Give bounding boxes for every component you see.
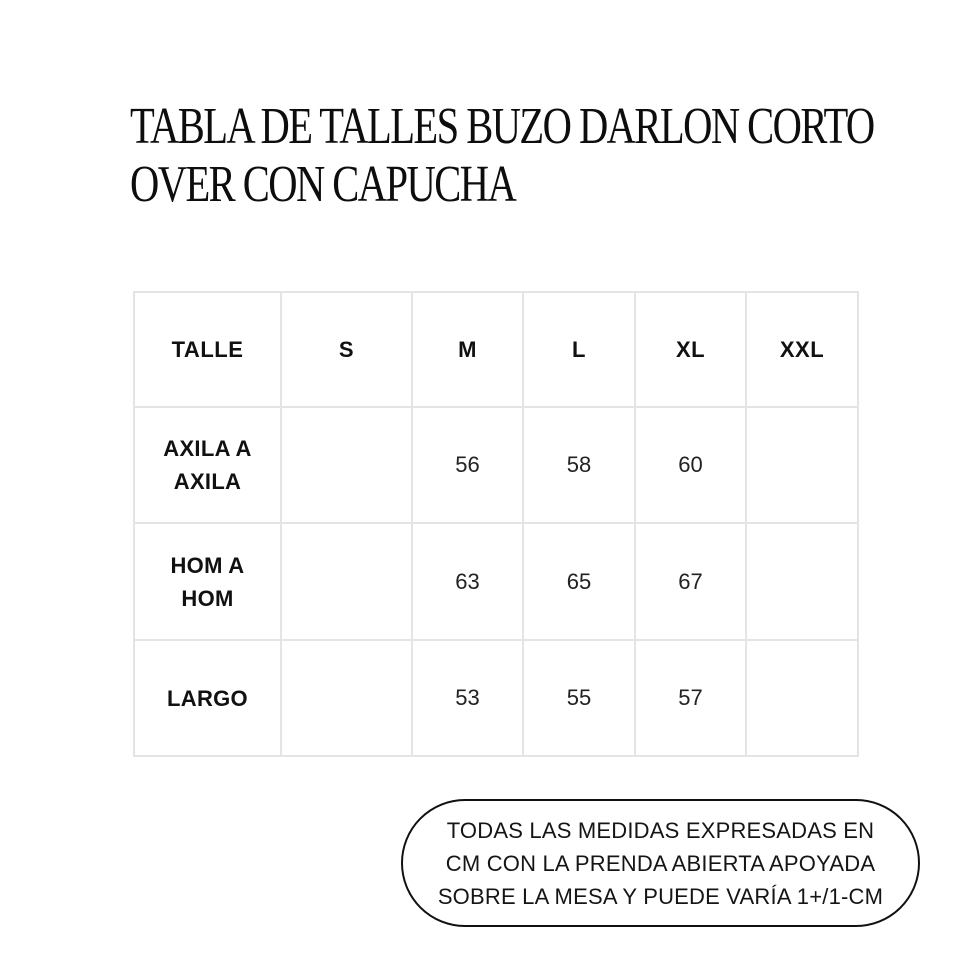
table-row — [134, 407, 858, 523]
header-size-xl: XL — [635, 292, 746, 407]
row-label-line-1: AXILA A — [163, 436, 252, 461]
cell-axila-xxl — [746, 407, 858, 523]
cell-largo-l: 55 — [523, 640, 635, 756]
title-line-1: TABLA DE TALLES BUZO DARLON CORTO — [130, 98, 874, 155]
cell-largo-s — [281, 640, 412, 756]
header-size-s: S — [281, 292, 412, 407]
title-line-2: OVER CON CAPUCHA — [130, 156, 516, 213]
table-header-row — [134, 292, 858, 407]
cell-axila-l: 58 — [523, 407, 635, 523]
row-label-largo: LARGO — [134, 640, 281, 756]
size-table — [133, 291, 859, 757]
cell-hom-xl: 67 — [635, 523, 746, 640]
cell-hom-xxl — [746, 523, 858, 640]
cell-hom-l: 65 — [523, 523, 635, 640]
note-line-3: SOBRE LA MESA Y PUEDE VARÍA 1+/1-CM — [437, 883, 884, 909]
header-size-xxl: XXL — [746, 292, 858, 407]
cell-axila-m: 56 — [412, 407, 523, 523]
page-title — [130, 98, 874, 214]
cell-hom-m: 63 — [412, 523, 523, 640]
note-line-2: CM CON LA PRENDA ABIERTA APOYADA — [445, 850, 876, 876]
table-row — [134, 640, 858, 756]
table-row — [134, 523, 858, 640]
row-label-line-2: HOM — [181, 585, 234, 611]
row-label-axila — [134, 407, 281, 523]
row-label-hom — [134, 523, 281, 640]
row-label-line-2: AXILA — [173, 469, 242, 494]
cell-largo-m: 53 — [412, 640, 523, 756]
header-talle: TALLE — [134, 292, 281, 407]
measurement-note — [401, 799, 920, 927]
cell-hom-s — [281, 523, 412, 640]
cell-largo-xl: 57 — [635, 640, 746, 756]
cell-axila-s — [281, 407, 412, 523]
header-size-m: M — [412, 292, 523, 407]
cell-largo-xxl — [746, 640, 858, 756]
row-label-line-1: HOM A — [170, 552, 245, 578]
note-text — [438, 814, 883, 913]
cell-axila-xl: 60 — [635, 407, 746, 523]
header-size-l: L — [523, 292, 635, 407]
note-line-1: TODAS LAS MEDIDAS EXPRESADAS EN — [446, 817, 875, 843]
